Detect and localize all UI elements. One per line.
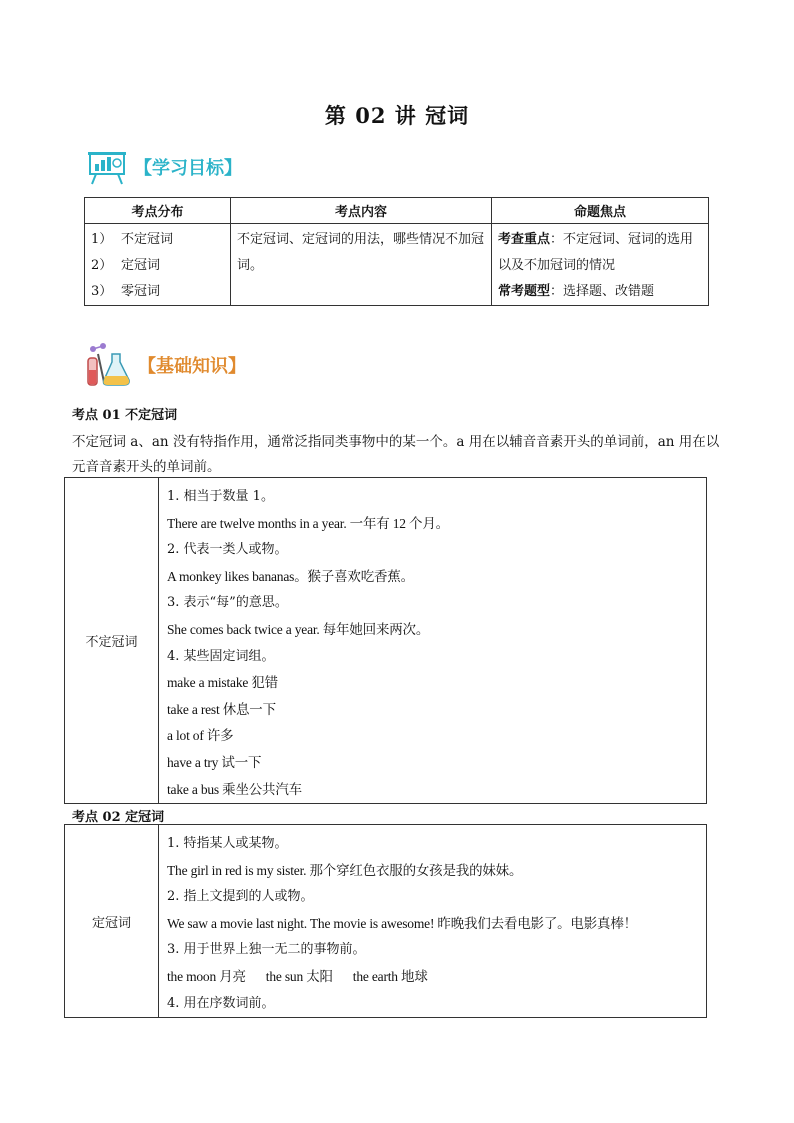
example-line: She comes back twice a year. 每年她回来两次。 <box>167 621 430 637</box>
rule-line: 3. 用于世界上独一无二的事物前。 <box>167 942 366 958</box>
kp1-table <box>64 477 707 804</box>
phrase-line: make a mistake 犯错 <box>167 675 278 691</box>
example-line <box>167 964 698 991</box>
goals-section-header <box>86 148 242 186</box>
point-item: 3） 零冠词 <box>91 284 161 299</box>
goals-points-cell <box>85 224 231 306</box>
goals-content-cell: 不定冠词、定冠词的用法，哪些情况不加冠词。 <box>231 224 492 306</box>
phrase-line: a lot of 许多 <box>167 728 234 744</box>
example-line: The girl in red is my sister. 那个穿红色衣服的女孩是我的妹妹。 <box>167 862 523 878</box>
phrase-line: take a rest 休息一下 <box>167 701 276 717</box>
goals-header-label: 【学习目标】 <box>134 158 242 179</box>
kp2-body-cell <box>159 825 707 1018</box>
world-item: the earth 地球 <box>352 968 428 984</box>
page-title: 第 02 讲 冠词 <box>324 103 470 128</box>
rule-line: 2. 指上文提到的人或物。 <box>167 889 314 905</box>
kp2-table <box>64 824 707 1018</box>
rule-line: 4. 用在序数词前。 <box>167 995 275 1011</box>
phrase-line: take a bus 乘坐公共汽车 <box>167 781 302 797</box>
example-line: A monkey likes bananas。猴子喜欢吃香蕉。 <box>167 568 414 584</box>
point-item: 2） 定冠词 <box>91 258 161 273</box>
example-line: There are twelve months in a year. 一年有 12 个月。 <box>167 515 449 531</box>
basic-section-header <box>84 342 246 388</box>
kp2-title: 考点 02 定冠词 <box>72 810 165 825</box>
rule-line: 4. 某些固定词组。 <box>167 648 275 664</box>
goals-header-cell: 命题焦点 <box>492 198 709 224</box>
rule-line: 1. 相当于数量 1。 <box>167 489 274 504</box>
goals-header-cell: 考点内容 <box>231 198 492 224</box>
kp1-title: 考点 01 不定冠词 <box>72 408 178 423</box>
rule-line: 1. 特指某人或某物。 <box>167 836 288 851</box>
basic-header-label: 【基础知识】 <box>138 356 246 377</box>
point-item: 1） 不定冠词 <box>91 232 174 247</box>
presentation-board-icon <box>86 148 130 186</box>
goals-focus-cell <box>492 224 709 306</box>
goals-header-cell: 考点分布 <box>85 198 231 224</box>
rule-line: 3. 表示“每”的意思。 <box>167 595 288 611</box>
lab-flask-icon <box>84 342 134 388</box>
focus-type: 常考题型：选择题、改错题 <box>498 284 655 299</box>
kp1-body-cell <box>159 478 707 804</box>
example-line: We saw a movie last night. The movie is awesome! 昨晚我们去看电影了。电影真棒！ <box>167 915 637 931</box>
world-item: the moon 月亮 <box>167 968 246 984</box>
kp1-intro: 不定冠词 a、an 没有特指作用，通常泛指同类事物中的某一个。a 用在以辅音音素开头的单词前，an 用在以元音音素开头的单词前。 <box>72 434 720 475</box>
kp2-name-cell: 定冠词 <box>65 825 159 1018</box>
focus-key: 考查重点：不定冠词、冠词的选用以及不加冠词的情况 <box>498 232 694 273</box>
rule-line: 2. 代表一类人或物。 <box>167 542 288 558</box>
goals-table <box>84 197 709 306</box>
phrase-line: have a try 试一下 <box>167 754 262 770</box>
kp1-name-cell: 不定冠词 <box>65 478 159 804</box>
world-item: the sun 太阳 <box>265 968 333 984</box>
